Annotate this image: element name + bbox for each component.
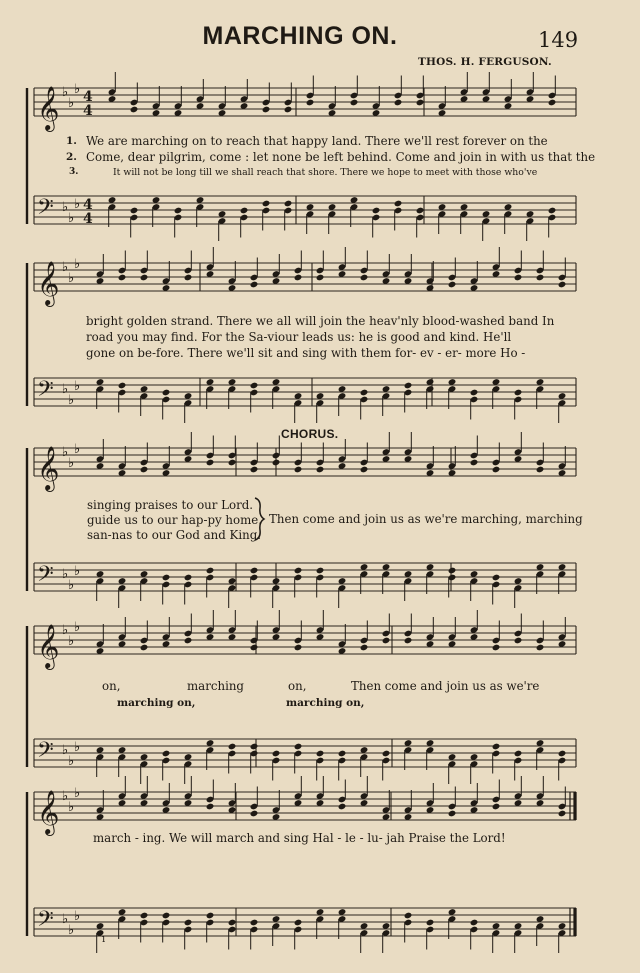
notehead [548,207,557,215]
notehead [338,750,347,758]
flat-icon: ♭ [68,578,75,593]
notehead [206,459,215,467]
lyric-line-1-3: It will not be long till we shall reach that shore. There we hope to meet with those who've [113,167,538,178]
notehead [140,466,149,474]
flat-icon: ♭ [74,620,81,635]
lyric-line-5: march - ing. We will march and sing Hal - le - lu- jah Praise the Lord! [93,831,506,845]
notehead [262,200,271,208]
notehead [162,389,171,397]
flat-icon: ♭ [74,197,81,212]
composer-credit: THOS. H. FERGUSON. [418,56,552,68]
lyric-line-2-3: gone on be-fore. There we'll sit and sing with them for- ev - er- more Ho - [86,346,526,360]
notehead [558,750,567,758]
notehead [262,106,271,114]
page-title: MARCHING ON. [202,22,398,50]
notehead [118,274,127,282]
bass-clef-icon: 𝄢 [37,377,54,407]
notehead [514,274,523,282]
verse-brace [252,496,266,542]
flat-icon: ♭ [68,800,75,815]
notehead [272,459,281,467]
flat-icon: ♭ [74,442,81,457]
notehead [294,644,303,652]
flat-icon: ♭ [68,271,75,286]
notehead [536,466,545,474]
notehead [394,200,403,208]
notehead [184,919,193,927]
notehead [536,274,545,282]
flat-icon: ♭ [62,789,69,804]
treble-clef-icon: 𝄞 [37,86,60,130]
notehead [250,644,259,652]
flat-icon: ♭ [62,85,69,100]
notehead [416,207,425,215]
notehead [404,912,413,920]
notehead [360,466,369,474]
notehead [140,912,149,920]
notehead [206,912,215,920]
notehead [228,743,237,751]
treble-clef-icon: 𝄞 [37,624,60,668]
lyric-marching: marching [187,679,244,693]
bass-clef-icon: 𝄢 [37,562,54,592]
notehead [162,574,171,582]
notehead [140,274,149,282]
notehead [316,750,325,758]
verse-number-3: 3. [69,167,79,177]
notehead [470,389,479,397]
notehead [426,919,435,927]
flat-icon: ♭ [74,564,81,579]
lyric-line-3-2: guide us to our hap-py home. [87,513,263,527]
lyric-line-1-1: We are marching on to reach that happy land. There we'll rest forever on the [86,134,548,148]
lower-lyric-marching-on-2: marching on, [286,697,365,709]
flat-icon: ♭ [62,567,69,582]
notehead [184,274,193,282]
notehead [316,274,325,282]
notehead [470,919,479,927]
flat-icon: ♭ [62,382,69,397]
flat-icon: ♭ [74,82,81,97]
flat-icon: ♭ [62,623,69,638]
notehead [206,803,215,811]
notehead [184,574,193,582]
treble-clef-icon: 𝄞 [37,790,60,834]
time-signature-icon: 4 [83,211,93,227]
notehead [558,281,567,289]
notehead [162,912,171,920]
time-signature-icon: 4 [83,197,93,213]
notehead [360,389,369,397]
flat-icon: ♭ [62,912,69,927]
flat-icon: ♭ [62,445,69,460]
flat-icon: ♭ [68,456,75,471]
notehead [492,466,501,474]
notehead [448,281,457,289]
notehead [174,207,183,215]
flat-icon: ♭ [62,743,69,758]
notehead [372,207,381,215]
bass-clef-icon: 𝄢 [37,907,54,937]
bass-clef-icon: 𝄢 [37,738,54,768]
notehead [404,382,413,390]
flat-icon: ♭ [74,786,81,801]
flat-icon: ♭ [68,211,75,226]
flat-icon: ♭ [68,393,75,408]
notehead [470,459,479,467]
flat-icon: ♭ [68,923,75,938]
notehead [514,637,523,645]
notehead [294,466,303,474]
lyric-then-come: Then come and join us as we're [351,679,540,693]
notehead [250,743,259,751]
treble-clef-icon: 𝄞 [37,446,60,490]
flat-icon: ♭ [68,634,75,649]
notehead [382,750,391,758]
flat-icon: ♭ [62,200,69,215]
treble-clef-icon: 𝄞 [37,261,60,305]
lyric-on-2: on, [288,679,307,693]
notehead [492,644,501,652]
notehead [294,743,303,751]
notehead [250,810,259,818]
lyric-line-3-1: singing praises to our Lord. [87,498,254,512]
notehead [250,466,259,474]
notehead [272,750,281,758]
notehead [284,106,293,114]
flat-icon: ♭ [74,909,81,924]
flat-icon: ♭ [74,740,81,755]
notehead [250,382,259,390]
notehead [492,803,501,811]
notehead [250,919,259,927]
notehead [294,919,303,927]
notehead [404,637,413,645]
chorus-label: CHORUS. [281,427,339,441]
notehead [306,99,315,107]
notehead [492,574,501,582]
notehead [284,200,293,208]
notehead [536,644,545,652]
lyric-line-3-3: san-nas to our God and King. [87,528,262,542]
verse-number-1: 1. [66,135,77,147]
notehead [492,743,501,751]
notehead [360,644,369,652]
notehead [514,389,523,397]
footnote-mark: ı [102,934,106,945]
notehead [558,810,567,818]
time-signature-icon: 4 [83,103,93,119]
lyric-line-2-1: bright golden strand. There we all will join the heav'nly blood-washed band In [86,314,555,328]
notehead [394,99,403,107]
notehead [228,919,237,927]
page-number: 149 [538,28,579,52]
notehead [382,637,391,645]
lyric-line-1-2: Come, dear pilgrim, come : let none be left behind. Come and join in with us that the [86,150,596,164]
notehead [140,644,149,652]
flat-icon: ♭ [74,257,81,272]
notehead [316,567,325,575]
flat-icon: ♭ [74,379,81,394]
lower-lyric-marching-on-1: marching on, [117,697,196,709]
notehead [130,106,139,114]
flat-icon: ♭ [68,96,75,111]
notehead [338,803,347,811]
notehead [360,274,369,282]
notehead [250,281,259,289]
verse-number-2: 2. [66,151,77,163]
notehead [448,810,457,818]
notehead [294,274,303,282]
notehead [130,207,139,215]
notehead [416,99,425,107]
notehead [316,466,325,474]
notehead [514,750,523,758]
flat-icon: ♭ [68,754,75,769]
notehead [184,637,193,645]
notehead [240,207,249,215]
notehead [548,99,557,107]
notehead [448,567,457,575]
notehead [294,567,303,575]
bass-clef-icon: 𝄢 [37,195,54,225]
notehead [118,382,127,390]
notehead [228,459,237,467]
chorus-lyric: Then come and join us as we're marching, marching [269,512,583,526]
flat-icon: ♭ [62,260,69,275]
notehead [250,567,259,575]
notehead [206,567,215,575]
lyric-line-2-2: road you may find. For the Sa-viour leads us: he is good and kind. He'll [86,330,512,344]
notehead [350,99,359,107]
notehead [162,750,171,758]
time-signature-icon: 4 [83,89,93,105]
lyric-on-1: on, [102,679,121,693]
